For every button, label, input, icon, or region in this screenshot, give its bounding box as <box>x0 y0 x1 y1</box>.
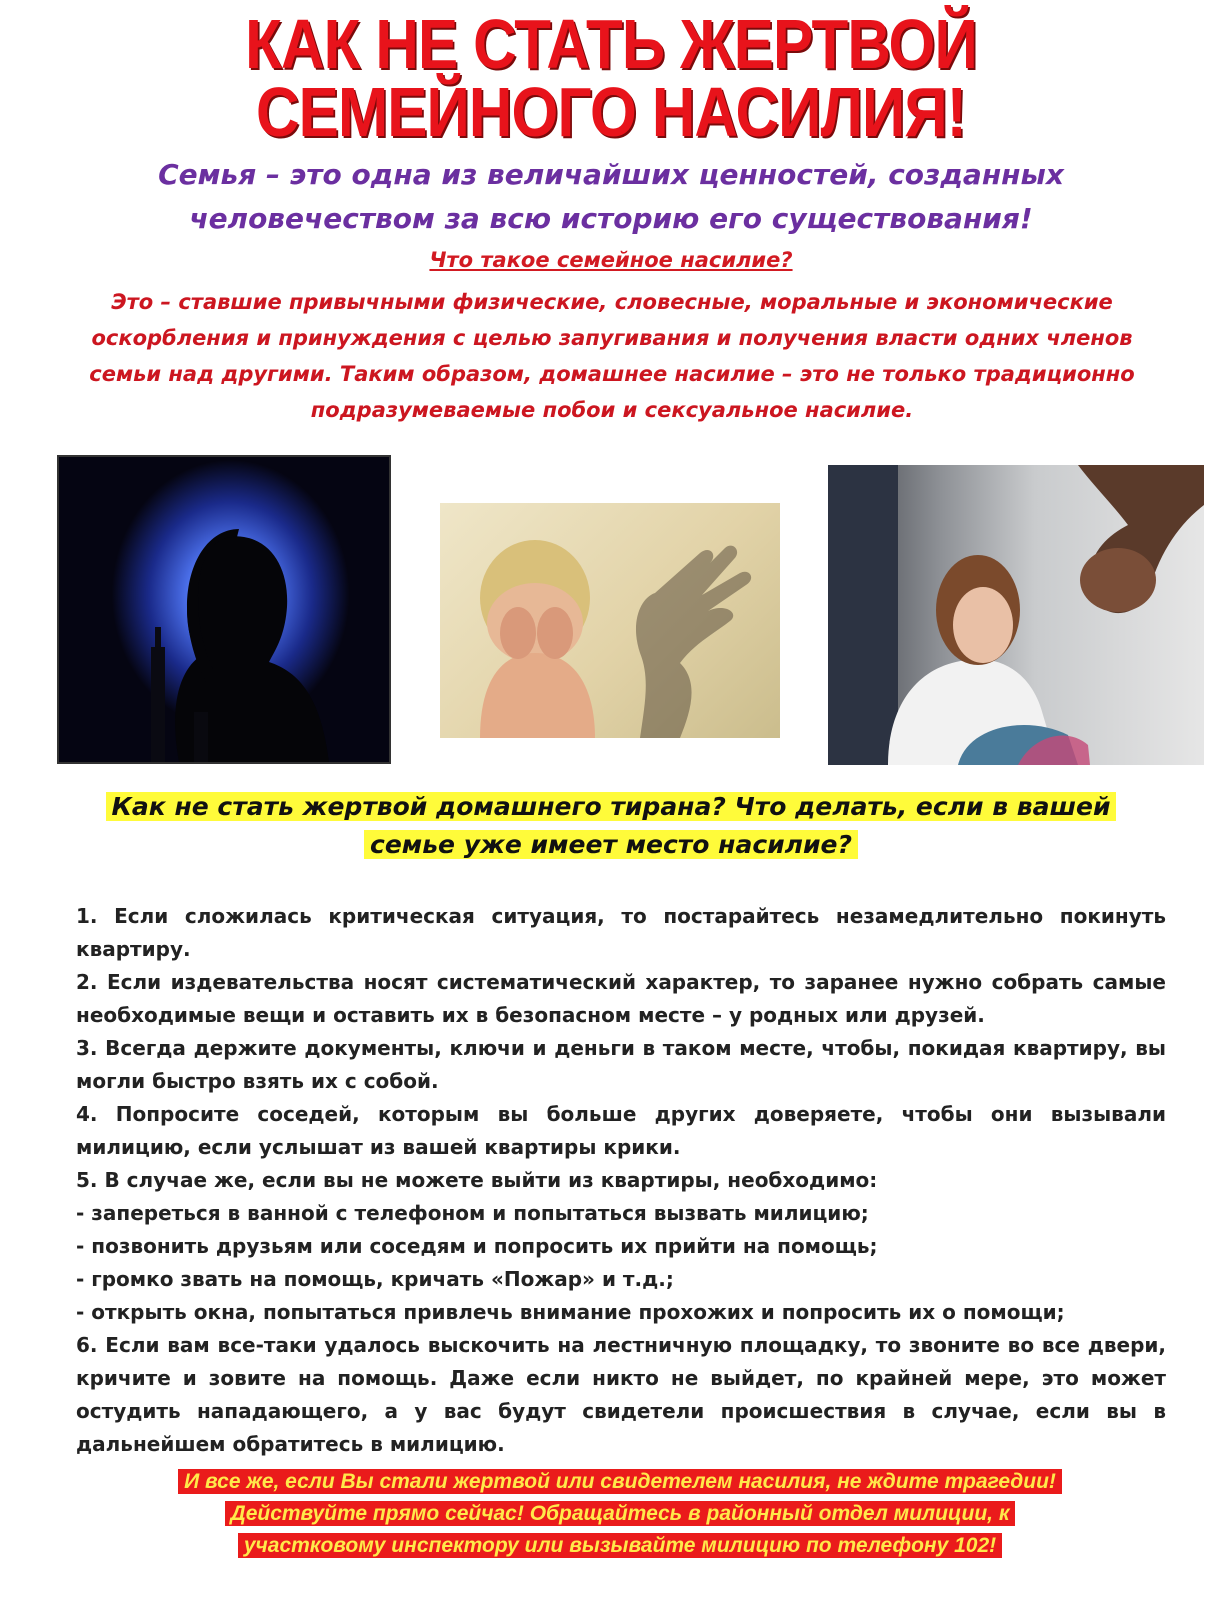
list-item: 6. Если вам все-таки удалось выскочить на лестничную площадку, то звоните во все двери, кричите и зовите на помощь. Даже если никто не выйдет, по крайней мере, это может остудить нападающего, а у вас будут свидетели происшествия в случае, если вы в дальнейшем обратитесь в милицию. <box>76 1333 1166 1456</box>
list-item: 1. Если сложилась критическая ситуация, то постарайтесь незамедлительно покинуть квартиру. <box>76 904 1166 961</box>
cta-line-3: участковому инспектору или вызывайте милицию по телефону 102! <box>238 1533 1002 1558</box>
list-item: - открыть окна, попытаться привлечь внимание прохожих и попросить их о помощи; <box>76 1300 1065 1324</box>
list-item: 2. Если издевательства носят систематический характер, то заранее нужно собрать самые необходимые вещи и оставить их в безопасном месте – у родных или друзей. <box>76 970 1166 1027</box>
list-item: 5. В случае же, если вы не можете выйти из квартиры, необходимо: <box>76 1168 878 1192</box>
list-item: 3. Всегда держите документы, ключи и деньги в таком месте, чтобы, покидая квартиру, вы могли быстро взять их с собой. <box>76 1036 1166 1093</box>
subtitle-line-1: Семья – это одна из величайших ценностей, созданных <box>158 158 1064 191</box>
cta-line-1: И все же, если Вы стали жертвой или свидетелем насилия, не ждите трагедии! <box>178 1469 1062 1494</box>
photo-woman-silhouette <box>57 455 391 764</box>
list-item: - запереться в ванной с телефоном и попытаться вызвать милицию; <box>76 1201 869 1225</box>
woman-silhouette-illustration <box>59 457 389 762</box>
poster-title-line-1: КАК НЕ СТАТЬ ЖЕРТВОЙ <box>245 5 977 83</box>
girl-and-fist-illustration <box>828 465 1204 765</box>
child-shadow-illustration <box>440 503 780 738</box>
subtitle-line-2: человечеством за всю историю его существования! <box>189 202 1033 235</box>
list-item: - громко звать на помощь, кричать «Пожар» и т.д.; <box>76 1267 674 1291</box>
advice-list <box>76 900 1166 1461</box>
photo-girl-and-fist <box>828 465 1204 765</box>
photo-child-shadow <box>440 503 780 738</box>
subhead-line-1: Как не стать жертвой домашнего тирана? Что делать, если в вашей <box>106 792 1117 821</box>
poster-title-line-2: СЕМЕЙНОГО НАСИЛИЯ! <box>256 73 966 151</box>
subhead-line-2: семье уже имеет место насилие? <box>364 830 858 859</box>
intro-paragraph: Это – ставшие привычными физические, словесные, моральные и экономические оскорбления и принуждения с целью запугивания и получения власти одних членов семьи над другими. Таким образом, домашнее насилие – это не только традиционно подразумеваемые побои и сексуальное насилие. <box>89 290 1135 422</box>
list-item: - позвонить друзьям или соседям и попросить их прийти на помощь; <box>76 1234 878 1258</box>
cta-line-2: Действуйте прямо сейчас! Обращайтесь в районный отдел милиции, к <box>225 1501 1016 1526</box>
call-to-action <box>90 1466 1150 1562</box>
subhead <box>0 788 1222 864</box>
question-heading: Что такое семейное насилие? <box>429 248 793 272</box>
list-item: 4. Попросите соседей, которым вы больше других доверяете, чтобы они вызывали милицию, если услышат из вашей квартиры крики. <box>76 1102 1166 1159</box>
